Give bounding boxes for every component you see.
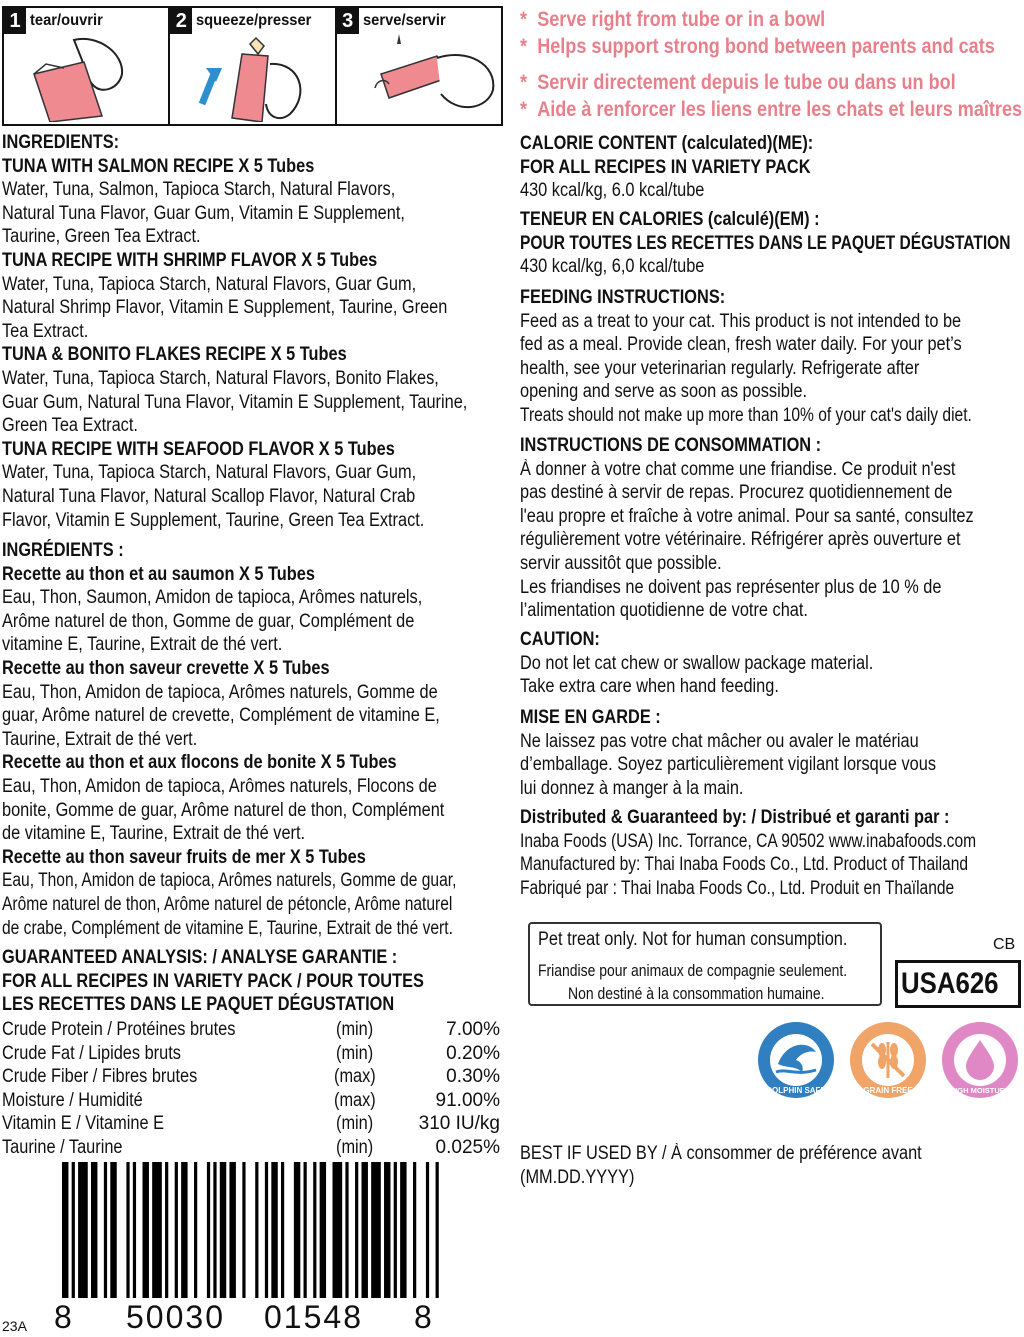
barcode-bar <box>110 1162 116 1298</box>
barcode-bar <box>104 1162 107 1298</box>
calorie-heading: TENEUR EN CALORIES (calculé)(EM) : <box>520 209 820 230</box>
analysis-heading: FOR ALL RECIPES IN VARIETY PACK / POUR TOUTES <box>2 970 424 992</box>
barcode-bar <box>426 1162 429 1298</box>
barcode-bar <box>213 1162 216 1298</box>
badge-label: HIGH MOISTURE <box>949 1086 1011 1095</box>
caution-line: Do not let cat chew or swallow package material. <box>520 652 874 674</box>
claim: * Helps support strong bond between parents and cats <box>520 35 995 58</box>
claim: * Servir directement depuis le tube ou dans un bol <box>520 71 956 94</box>
distribution-heading: Distributed & Guaranteed by: / Distribué et garanti par : <box>520 807 950 828</box>
recipe-line: Tea Extract. <box>2 320 89 342</box>
recipe-title: TUNA WITH SALMON RECIPE X 5 Tubes <box>2 155 315 177</box>
best-by-line: (MM.DD.YYYY) <box>520 1166 635 1188</box>
barcode-bar <box>304 1162 307 1298</box>
cb-label: CB <box>993 936 1016 953</box>
analysis-row <box>2 1113 500 1137</box>
recipe-line: vitamine E, Taurine, Extrait de thé vert. <box>2 634 283 656</box>
barcode-bar <box>220 1162 226 1298</box>
recipe-title: Recette au thon saveur crevette X 5 Tubes <box>2 657 330 679</box>
feeding-line: l’alimentation quotidienne de votre chat. <box>520 600 808 622</box>
nutrient-basis: (min) <box>336 1136 374 1158</box>
recipe-line: Guar Gum, Natural Tuna Flavor, Vitamin E Supplement, Taurine, <box>2 391 468 413</box>
analysis-row <box>2 1019 500 1043</box>
barcode-bar <box>143 1162 149 1298</box>
caution-line: lui donnez à manger à la main. <box>520 777 744 799</box>
usage-steps <box>2 6 503 126</box>
recipe-line: Eau, Thon, Amidon de tapioca, Arômes naturels, Gomme de guar, <box>2 870 457 892</box>
nutrient-name: Crude Fiber / Fibres brutes <box>2 1066 198 1088</box>
step-label: tear/ouvrir <box>30 12 103 29</box>
best-by <box>520 1142 987 1189</box>
nutrient-value: 7.00% <box>446 1019 500 1040</box>
badge-label: DOLPHIN SAFE <box>766 1086 826 1095</box>
analysis-heading: GUARANTEED ANALYSIS: / ANALYSE GARANTIE : <box>2 947 398 968</box>
feeding-line: fed as a meal. Provide clean, fresh water daily. For your pet’s <box>520 334 962 356</box>
dolphin-safe-badge <box>756 1020 836 1100</box>
step-squeeze <box>170 8 336 124</box>
feeding-line: opening and serve as soon as possible. <box>520 381 808 403</box>
barcode-bar <box>126 1162 129 1298</box>
ingredients-fr <box>2 539 556 940</box>
barcode-bar <box>394 1162 397 1298</box>
calorie-fr <box>520 208 1024 279</box>
recipe-line: Natural Tuna Flavor, Guar Gum, Vitamin E Supplement, <box>2 202 405 224</box>
caution-line: Ne laissez pas votre chat mâcher ou avaler le matériau <box>520 730 919 752</box>
barcode-bar <box>294 1162 300 1298</box>
barcode-bar <box>371 1162 381 1298</box>
nutrient-value: 91.00% <box>435 1089 500 1111</box>
feeding-line: pas destiné à servir de repas. Procurez quotidiennement de <box>520 482 953 504</box>
barcode-bar <box>255 1162 258 1298</box>
barcode-digit: 8 <box>414 1299 432 1335</box>
badge-label: GRAIN FREE <box>863 1086 913 1095</box>
asterisk-icon: * <box>520 35 528 58</box>
barcode-bar <box>265 1162 268 1298</box>
barcode-bar <box>333 1162 343 1298</box>
nutrient-basis: (max) <box>334 1089 376 1111</box>
step-serve <box>337 8 501 124</box>
feeding-en <box>520 286 1024 428</box>
recipe-line: de vitamine E, Taurine, Extrait de thé vert. <box>2 823 306 845</box>
barcode-bar <box>181 1162 187 1298</box>
feeding-line: À donner à votre chat comme une friandise. Ce produit n'est <box>520 458 956 480</box>
analysis-row <box>2 1066 500 1090</box>
feeding-line: Les friandises ne doivent pas représenter plus de 10 % de <box>520 576 942 598</box>
analysis-row <box>2 1090 500 1114</box>
feeding-line: l'eau propre et fraîche à votre animal. Pour sa santé, consultez <box>520 505 974 527</box>
feeding-heading: FEEDING INSTRUCTIONS: <box>520 287 726 308</box>
recipe-line: Water, Tuna, Tapioca Starch, Natural Flavors, Guar Gum, <box>2 273 417 295</box>
recipe-title: TUNA & BONITO FLAKES RECIPE X 5 Tubes <box>2 344 347 366</box>
barcode-bar <box>320 1162 326 1298</box>
treat-notice-line: Friandise pour animaux de compagnie seulement. <box>538 961 848 980</box>
nutrient-name: Moisture / Humidité <box>2 1089 143 1111</box>
section-heading: INGREDIENTS: <box>2 132 120 153</box>
caution-en <box>520 628 931 699</box>
treat-notice-line: Non destiné à la consommation humaine. <box>568 984 825 1003</box>
recipe-title: TUNA RECIPE WITH SHRIMP FLAVOR X 5 Tubes <box>2 249 378 271</box>
recipe-line: Water, Tuna, Tapioca Starch, Natural Flavors, Guar Gum, <box>2 462 417 484</box>
analysis-row <box>2 1137 500 1161</box>
recipe-line: Eau, Thon, Amidon de tapioca, Arômes naturels, Gomme de <box>2 681 438 703</box>
tear-hand-icon <box>4 34 167 122</box>
high-moisture-badge <box>940 1020 1020 1100</box>
guaranteed-analysis <box>2 946 493 1017</box>
barcode-digit: 8 <box>54 1299 72 1335</box>
caution-line: Take extra care when hand feeding. <box>520 676 779 698</box>
distribution-line: Manufactured by: Thai Inaba Foods Co., Ltd. Product of Thailand <box>520 854 969 876</box>
nutrient-basis: (max) <box>334 1066 376 1088</box>
recipe-line: Flavor, Vitamin E Supplement, Taurine, Green Tea Extract. <box>2 509 425 531</box>
analysis-row <box>2 1043 500 1067</box>
distribution-line: Inaba Foods (USA) Inc. Torrance, CA 90502 www.inabafoods.com <box>520 830 977 852</box>
recipe-line: Green Tea Extract. <box>2 415 138 437</box>
barcode-code: 23A <box>2 1318 27 1334</box>
caution-heading: CAUTION: <box>520 629 600 650</box>
recipe-title: TUNA RECIPE WITH SEAFOOD FLAVOR X 5 Tubes <box>2 438 395 460</box>
recipe-line: Arôme naturel de thon, Gomme de guar, Complément de <box>2 610 415 632</box>
recipe-line: Taurine, Extrait de thé vert. <box>2 728 198 750</box>
recipe-line: Eau, Thon, Saumon, Amidon de tapioca, Arômes naturels, <box>2 587 423 609</box>
step-number: 2 <box>170 8 192 34</box>
feeding-line: health, see your veterinarian regularly. Refrigerate after <box>520 357 920 379</box>
asterisk-icon: * <box>520 98 528 121</box>
ingredients-en <box>2 131 543 532</box>
serve-hand-icon <box>337 34 500 122</box>
barcode-bar <box>242 1162 245 1298</box>
nutrient-name: Crude Protein / Protéines brutes <box>2 1019 236 1040</box>
recipe-line: Natural Shrimp Flavor, Vitamin E Supplement, Taurine, Green <box>2 297 448 319</box>
asterisk-icon: * <box>520 8 528 31</box>
recipe-line: bonite, Gomme de guar, Arôme naturel de thon, Complément <box>2 799 445 821</box>
squeeze-hand-icon <box>170 34 333 122</box>
recipe-line: de crabe, Complément de vitamine E, Taurine, Extrait de thé vert. <box>2 917 453 939</box>
analysis-table <box>2 1019 500 1161</box>
step-number: 1 <box>4 8 26 34</box>
calorie-value: 430 kcal/kg, 6,0 kcal/tube <box>520 256 705 278</box>
barcode-digits: 50030 <box>126 1299 225 1335</box>
barcode-bar <box>91 1162 97 1298</box>
step-label: serve/servir <box>362 12 446 29</box>
feeding-line: Treats should not make up more than 10% of your cat's daily diet. <box>520 404 972 426</box>
step-label: squeeze/presser <box>196 12 312 29</box>
nutrient-name: Crude Fat / Lipides bruts <box>2 1042 181 1064</box>
barcode-bar <box>400 1162 406 1298</box>
barcode-bar <box>165 1162 168 1298</box>
nutrient-value: 0.025% <box>435 1136 500 1158</box>
nutrient-value: 310 IU/kg <box>418 1113 500 1135</box>
recipe-line: Arôme naturel de thon, Arôme naturel de pétoncle, Arôme naturel <box>2 893 453 915</box>
feeding-line: servir aussitôt que possible. <box>520 552 722 574</box>
feeding-fr <box>520 434 1024 623</box>
nutrient-name: Vitamin E / Vitamine E <box>2 1113 164 1135</box>
claims-list <box>520 6 1024 123</box>
barcode-bar <box>62 1162 68 1298</box>
barcode-bar <box>413 1162 416 1298</box>
barcode-bar <box>281 1162 284 1298</box>
section-heading: INGRÉDIENTS : <box>2 540 124 561</box>
recipe-line: Eau, Thon, Amidon de tapioca, Arômes naturels, Flocons de <box>2 775 437 797</box>
barcode-bar <box>78 1162 88 1298</box>
recipe-line: Water, Tuna, Tapioca Starch, Natural Flavors, Bonito Flakes, <box>2 367 439 389</box>
nutrient-basis: (min) <box>336 1019 374 1040</box>
step-tear <box>4 8 170 124</box>
calorie-sub: FOR ALL RECIPES IN VARIETY PACK <box>520 156 811 178</box>
treat-notice <box>528 922 882 1006</box>
nutrient-value: 0.20% <box>446 1042 500 1064</box>
distribution <box>520 806 1024 900</box>
recipe-title: Recette au thon et aux flocons de bonite X 5 Tubes <box>2 752 397 774</box>
barcode-bar <box>355 1162 358 1298</box>
barcode-bar <box>194 1162 197 1298</box>
barcode-bar <box>361 1162 367 1298</box>
calorie-value: 430 kcal/kg, 6.0 kcal/tube <box>520 180 705 202</box>
barcode-bar <box>345 1162 348 1298</box>
caution-line: d’emballage. Soyez particulièrement vigilant lorsque vous <box>520 754 936 776</box>
feeding-line: Feed as a treat to your cat. This product is not intended to be <box>520 310 962 332</box>
barcode-bar <box>436 1162 439 1298</box>
caution-heading: MISE EN GARDE : <box>520 707 661 728</box>
distribution-line: Fabriqué par : Thai Inaba Foods Co., Ltd. Produit en Thaïlande <box>520 877 955 899</box>
barcode-bar <box>229 1162 235 1298</box>
barcode-bar <box>175 1162 178 1298</box>
usa-code: USA626 <box>895 960 1021 1008</box>
caution-fr <box>520 706 1004 800</box>
barcode-bar <box>133 1162 136 1298</box>
recipe-title: Recette au thon et au saumon X 5 Tubes <box>2 563 315 585</box>
analysis-heading: LES RECETTES DANS LE PAQUET DÉGUSTATION <box>2 994 395 1016</box>
barcode-bar <box>271 1162 277 1298</box>
step-number: 3 <box>337 8 359 34</box>
barcode-bar <box>384 1162 390 1298</box>
calorie-sub: POUR TOUTES LES RECETTES DANS LE PAQUET DÉGUSTATION <box>520 232 1011 254</box>
nutrient-basis: (min) <box>336 1113 374 1135</box>
recipe-line: Taurine, Green Tea Extract. <box>2 226 201 248</box>
recipe-line: guar, Arôme naturel de crevette, Complément de vitamine E, <box>2 705 440 727</box>
barcode <box>62 1162 442 1298</box>
claim: * Serve right from tube or in a bowl <box>520 8 826 31</box>
feeding-line: régulièrement votre vétérinaire. Réfrigérer après ouverture et <box>520 529 961 551</box>
claim: * Aide à renforcer les liens entre les chats et leurs maîtres <box>520 98 1023 121</box>
treat-notice-line: Pet treat only. Not for human consumption. <box>538 929 848 950</box>
calorie-en <box>520 132 861 203</box>
barcode-bar <box>207 1162 210 1298</box>
nutrient-basis: (min) <box>336 1042 374 1064</box>
asterisk-icon: * <box>520 71 528 94</box>
recipe-line: Natural Tuna Flavor, Natural Scallop Flavor, Natural Crab <box>2 485 416 507</box>
grain-free-badge <box>848 1020 928 1100</box>
best-by-line: BEST IF USED BY / À consommer de préférence avant <box>520 1143 922 1164</box>
calorie-heading: CALORIE CONTENT (calculated)(ME): <box>520 133 814 154</box>
recipe-title: Recette au thon saveur fruits de mer X 5 Tubes <box>2 846 366 868</box>
barcode-bar <box>152 1162 162 1298</box>
recipe-line: Water, Tuna, Salmon, Tapioca Starch, Natural Flavors, <box>2 179 396 201</box>
barcode-bar <box>313 1162 316 1298</box>
feeding-heading: INSTRUCTIONS DE CONSOMMATION : <box>520 435 822 456</box>
barcode-digits: 01548 <box>264 1299 363 1335</box>
nutrient-value: 0.30% <box>446 1066 500 1088</box>
nutrient-name: Taurine / Taurine <box>2 1136 123 1158</box>
barcode-bar <box>72 1162 75 1298</box>
